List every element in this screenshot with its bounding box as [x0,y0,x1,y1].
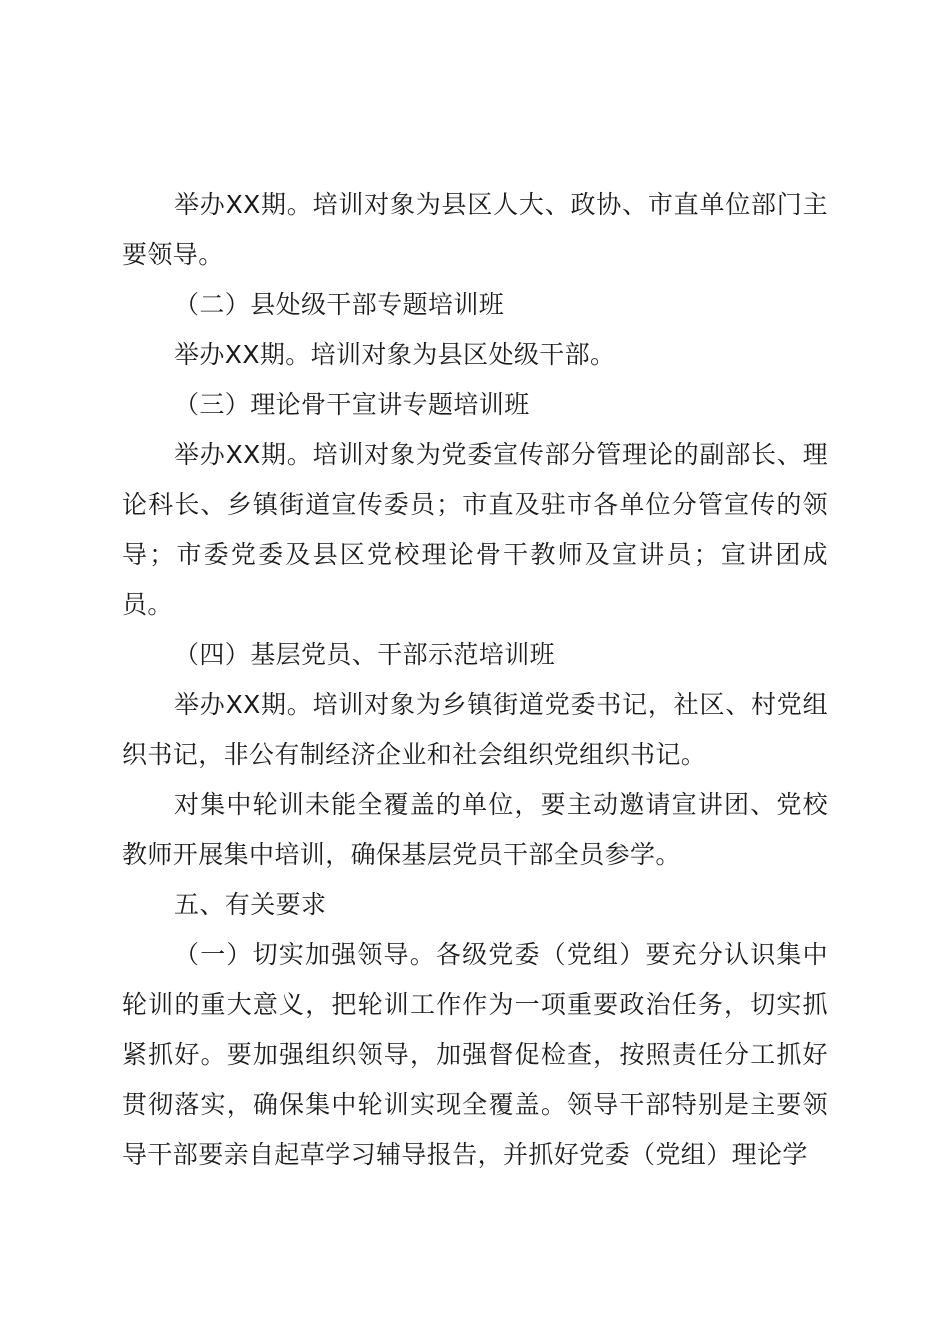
heading-county-cadre-class: （二）县处级干部专题培训班 [174,290,505,319]
section-heading-requirements: 五、有关要求 [174,890,327,919]
heading-theory-lecture-class: （三）理论骨干宣讲专题培训班 [174,390,530,419]
document-body [122,180,828,1180]
paragraph-grassroots-target: 举办XX期。培训对象为乡镇街道党委书记，社区、村党组织书记，非公有制经济企业和社会组织党组织书记。 [122,690,828,769]
paragraph-coverage-note: 对集中轮训未能全覆盖的单位，要主动邀请宣讲团、党校教师开展集中培训，确保基层党员干部全员参学。 [122,790,828,869]
heading-grassroots-class: （四）基层党员、干部示范培训班 [174,640,556,669]
paragraph-training-target-leaders: 举办XX期。培训对象为县区人大、政协、市直单位部门主要领导。 [122,190,828,269]
paragraph-strengthen-leadership: （一）切实加强领导。各级党委（党组）要充分认识集中轮训的重大意义，把轮训工作作为一项重要政治任务，切实抓紧抓好。要加强组织领导，加强督促检查，按照责任分工抓好贯彻落实，确保集中轮训实现全覆盖。领导干部特别是主要领导干部要亲自起草学习辅导报告，并抓好党委（党组）理论学 [122,940,828,1169]
paragraph-county-cadre-target: 举办XX期。培训对象为县区处级干部。 [174,340,616,369]
paragraph-theory-lecture-target: 举办XX期。培训对象为党委宣传部分管理论的副部长、理论科长、乡镇街道宣传委员；市直及驻市各单位分管宣传的领导；市委党委及县区党校理论骨干教师及宣讲员；宣讲团成员。 [122,440,828,619]
